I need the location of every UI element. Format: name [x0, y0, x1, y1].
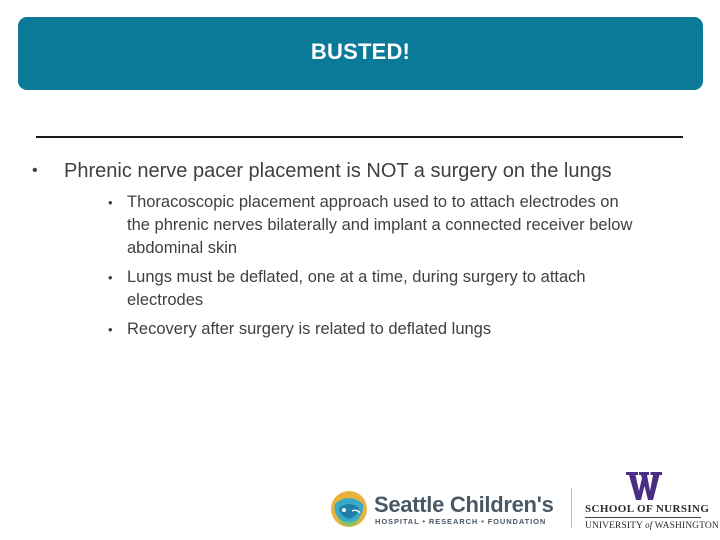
- sub-bullet: [108, 266, 638, 312]
- title-banner: [18, 17, 703, 90]
- bullet-icon: •: [108, 322, 113, 337]
- uw-nursing-logo: [582, 472, 719, 536]
- uw-w-icon: [626, 472, 662, 500]
- main-bullet: [32, 158, 682, 184]
- seattle-childrens-whale-icon: [330, 490, 368, 528]
- slide-title: BUSTED!: [310, 38, 411, 64]
- bullet-icon: •: [32, 162, 38, 179]
- main-bullet-text: Phrenic nerve pacer placement is NOT a surgery on the lungs: [64, 160, 612, 182]
- bullet-icon: •: [108, 270, 113, 285]
- sub-bullet-list: [108, 191, 638, 341]
- sub-bullet: [108, 191, 638, 260]
- sub-bullet-text: Recovery after surgery is related to deflated lungs: [127, 320, 492, 338]
- sub-bullet-text: Lungs must be deflated, one at a time, during surgery to attach electrodes: [127, 268, 586, 309]
- title-divider-rule: [36, 136, 683, 138]
- uw-school-name: SCHOOL OF NURSING: [585, 503, 710, 515]
- sub-bullet: [108, 318, 638, 341]
- logo-divider: [571, 488, 572, 528]
- uw-rule: [585, 517, 701, 518]
- sub-bullet-text: Thoracoscopic placement approach used to to attach electrodes on the phrenic nerves bilaterally and implant a connected receiver below abdominal skin: [127, 193, 633, 257]
- seattle-childrens-logo: [330, 490, 560, 532]
- seattle-childrens-name: Seattle Children's: [374, 492, 554, 517]
- uw-university-name: UNIVERSITY of WASHINGTON: [585, 520, 719, 531]
- bullet-icon: •: [108, 195, 113, 210]
- seattle-childrens-tagline: HOSPITAL • RESEARCH • FOUNDATION: [375, 517, 547, 526]
- slide-content: [32, 158, 682, 347]
